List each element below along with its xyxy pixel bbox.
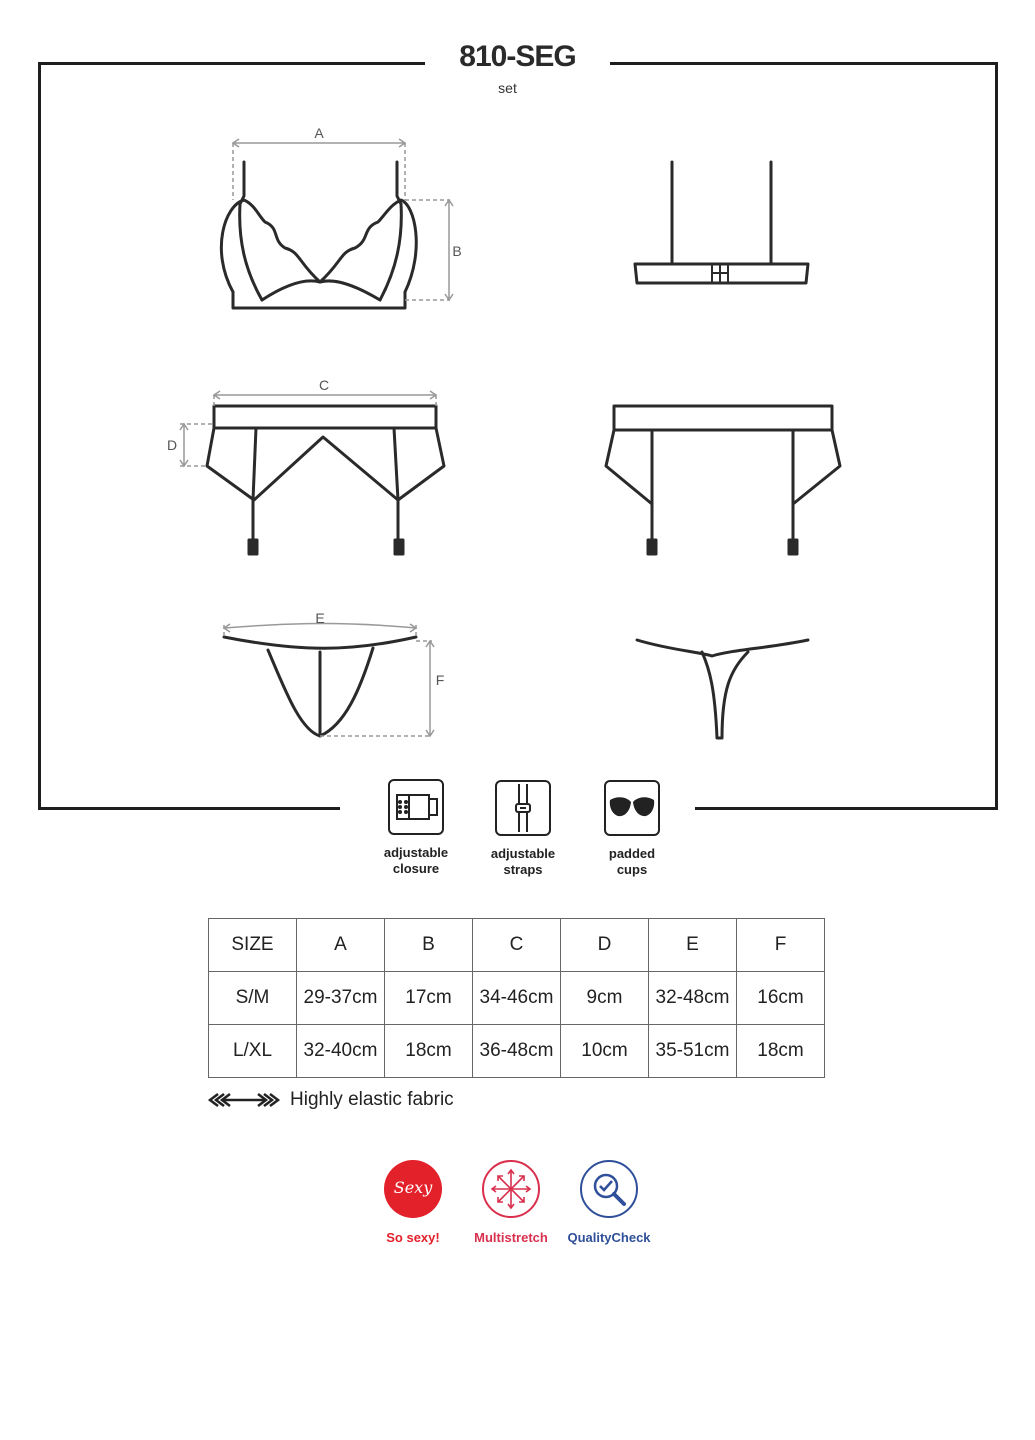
dimension-label-b: B (452, 243, 462, 259)
badge-quality-check (559, 1160, 659, 1245)
dimension-label-c: C (318, 377, 330, 393)
feature-label-line1: padded (608, 846, 656, 861)
feature-label-line2: cups (616, 862, 648, 877)
bra-front-drawing (221, 162, 416, 308)
garter-belt-front-drawing (207, 406, 444, 554)
table-cell: 32-48cm (649, 972, 737, 1025)
badge-multistretch (461, 1160, 561, 1245)
table-header-cell: C (473, 919, 561, 972)
table-cell: 9cm (561, 972, 649, 1025)
table-header-cell: A (297, 919, 385, 972)
badge-label: Multistretch (474, 1230, 548, 1245)
dimension-label-e: E (315, 610, 325, 626)
adjustable-straps-icon (495, 780, 551, 836)
feature-label-line2: closure (392, 861, 440, 876)
frame-bottom-left (38, 807, 340, 810)
dimension-label-d: D (166, 437, 178, 453)
padded-cups-icon (604, 780, 660, 836)
product-code-title: 810-SEG (459, 40, 576, 73)
feature-adjustable-closure (361, 779, 471, 877)
elastic-fabric-text: Highly elastic fabric (290, 1089, 454, 1110)
feature-padded-cups (577, 780, 687, 878)
garter-belt-back-drawing (606, 406, 840, 554)
multistretch-icon (482, 1160, 540, 1218)
table-cell: 34-46cm (473, 972, 561, 1025)
feature-label-line1: adjustable (383, 845, 449, 860)
quality-check-icon (580, 1160, 638, 1218)
feature-adjustable-straps (468, 780, 578, 878)
table-header-cell: E (649, 919, 737, 972)
table-cell: 10cm (561, 1025, 649, 1078)
product-subtitle: set (498, 80, 517, 96)
table-cell: 35-51cm (649, 1025, 737, 1078)
table-cell: 18cm (737, 1025, 825, 1078)
table-header-cell: F (737, 919, 825, 972)
badge-label: So sexy! (386, 1230, 440, 1245)
elastic-fabric-note (208, 1088, 454, 1112)
badge-so-sexy (363, 1160, 463, 1245)
table-cell: L/XL (209, 1025, 297, 1078)
table-row (209, 972, 825, 1025)
sexy-badge-text: Sexy (393, 1178, 433, 1197)
table-header-cell: D (561, 919, 649, 972)
table-cell: S/M (209, 972, 297, 1025)
bra-back-drawing (635, 162, 808, 283)
sexy-badge-icon (384, 1160, 442, 1218)
adjustable-closure-icon (388, 779, 444, 835)
table-cell: 17cm (385, 972, 473, 1025)
table-row (209, 1025, 825, 1078)
dimension-label-a: A (314, 125, 324, 141)
thong-back-drawing (637, 640, 808, 738)
feature-label-line2: straps (503, 862, 543, 877)
badge-label: QualityCheck (567, 1230, 651, 1245)
table-header-cell: SIZE (209, 919, 297, 972)
elastic-arrows-icon (208, 1090, 280, 1110)
feature-label-line1: adjustable (490, 846, 556, 861)
table-header-cell: B (385, 919, 473, 972)
table-cell: 16cm (737, 972, 825, 1025)
thong-front-drawing (224, 637, 416, 736)
frame-bottom-right (695, 807, 998, 810)
table-cell: 36-48cm (473, 1025, 561, 1078)
dimension-arrows (180, 139, 453, 736)
table-header-row (209, 919, 825, 972)
table-cell: 32-40cm (297, 1025, 385, 1078)
table-cell: 18cm (385, 1025, 473, 1078)
dimension-label-f: F (435, 672, 445, 688)
table-cell: 29-37cm (297, 972, 385, 1025)
size-table (208, 918, 825, 1078)
